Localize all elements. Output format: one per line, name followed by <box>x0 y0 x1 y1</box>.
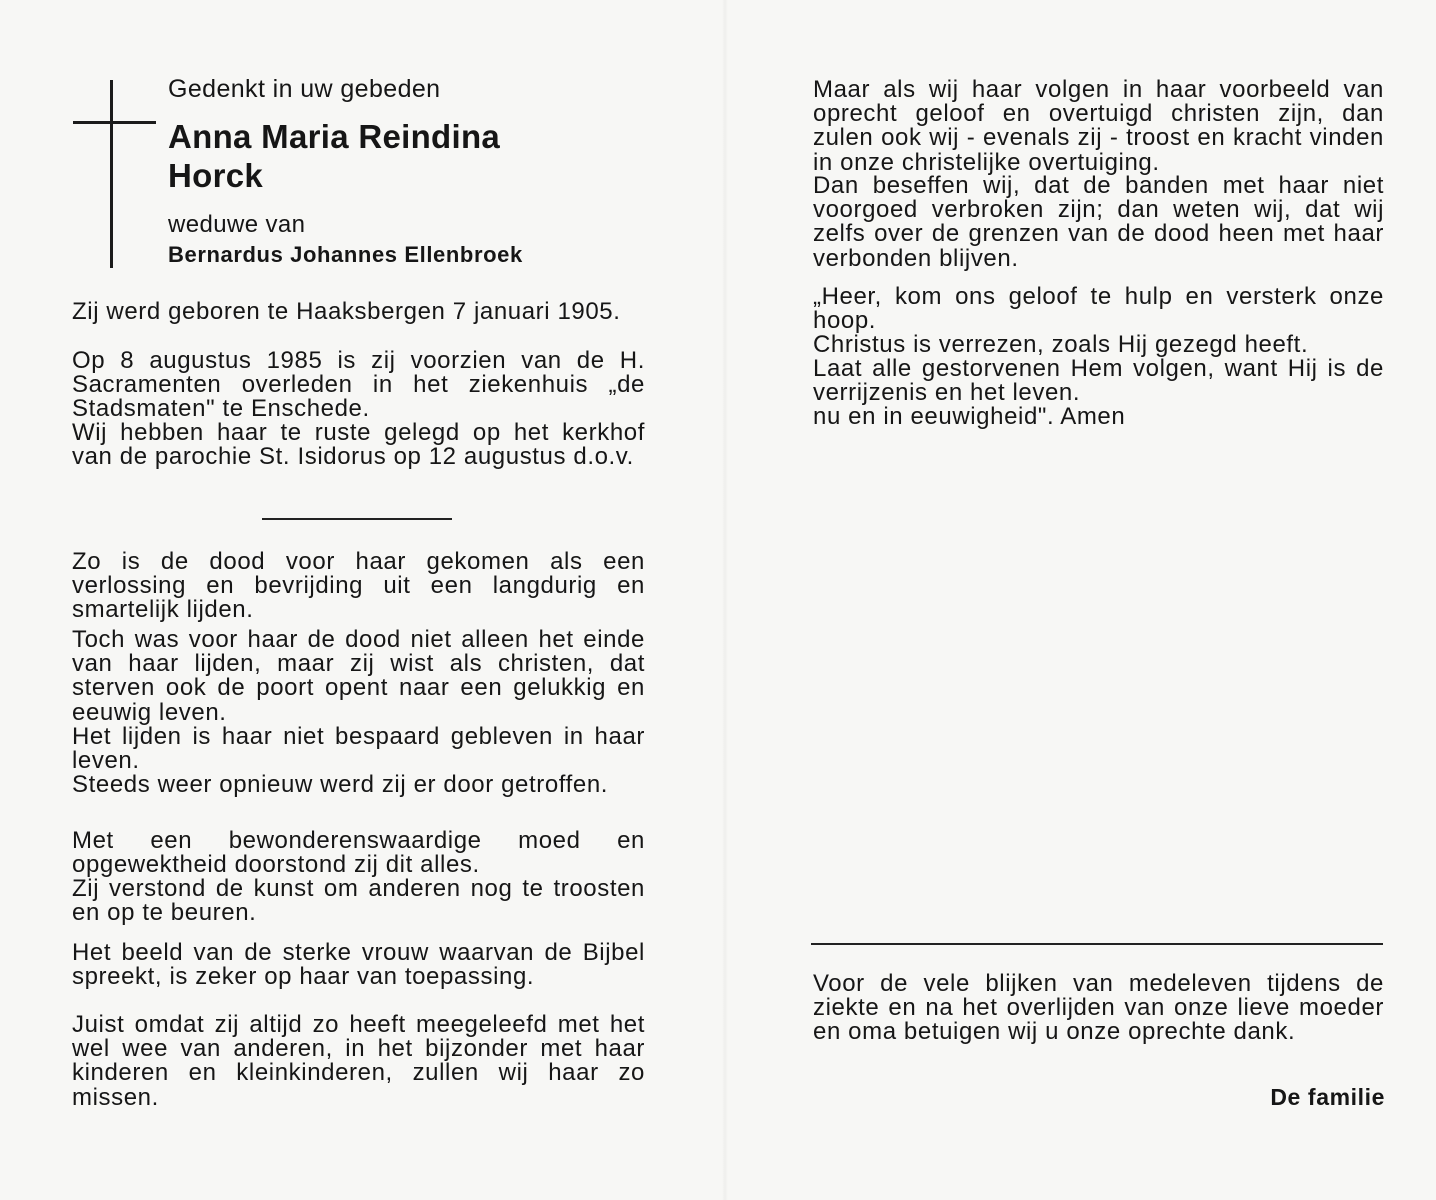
prayer-paragraph-3: Laat alle gestorvenen Hem volgen, want Hij is de verrijzenis en het leven. <box>813 355 1384 407</box>
text-paragraph-7: Steeds weer opnieuw werd zij er door getroffen. <box>72 771 609 798</box>
deceased-name-line2: Horck <box>168 157 264 194</box>
prayer-paragraph-4: nu en in eeuwigheid". Amen <box>813 403 1126 430</box>
husband-name: Bernardus Johannes Ellenbroek <box>168 242 523 267</box>
right-paragraph-2: Dan beseffen wij, dat de banden met haar niet voorgoed verbroken zijn; dan weten wij, dat wij zelfs over de grenzen van de dood heen met haar verbonden blijven. <box>813 172 1384 272</box>
widow-of-text: weduwe van <box>168 211 306 238</box>
deceased-name-line1: Anna Maria Reindina <box>168 118 501 155</box>
text-paragraph-4: Zo is de dood voor haar gekomen als een verlossing en bevrijding uit een langdurig en smartelijk lijden. <box>72 548 645 624</box>
text-paragraph-9: Zij verstond de kunst om anderen nog te troosten en op te beuren. <box>72 875 645 927</box>
section-divider <box>262 518 452 520</box>
prayer-paragraph-2: Christus is verrezen, zoals Hij gezegd heeft. <box>813 331 1309 358</box>
thanks-paragraph: Voor de vele blijken van medeleven tijdens de ziekte en na het overlijden van onze lieve moeder en oma betuigen wij u onze oprechte dank. <box>813 970 1384 1046</box>
burial-paragraph: Wij hebben haar te ruste gelegd op het kerkhof van de parochie St. Isidorus op 12 augustus d.o.v. <box>72 419 645 471</box>
text-paragraph-8: Met een bewonderenswaardige moed en opgewektheid doorstond zij dit alles. <box>72 827 645 879</box>
center-fold <box>722 0 728 1200</box>
signature-text: De familie <box>1270 1084 1385 1110</box>
birth-paragraph: Zij werd geboren te Haaksbergen 7 januari 1905. <box>72 298 621 325</box>
right-paragraph-1: Maar als wij haar volgen in haar voorbeeld van oprecht geloof en overtuigd christen zijn, dan zulen ook wij - evenals zij - troost en kracht vinden in onze christelijke overtuiging. <box>813 76 1384 176</box>
text-paragraph-10: Het beeld van de sterke vrouw waarvan de Bijbel spreekt, is zeker op haar van toepassing. <box>72 939 645 991</box>
prayer-paragraph-1: „Heer, kom ons geloof te hulp en versterk onze hoop. <box>813 283 1384 335</box>
text-paragraph-6: Het lijden is haar niet bespaard gebleven in haar leven. <box>72 723 645 775</box>
death-paragraph: Op 8 augustus 1985 is zij voorzien van de H. Sacramenten overleden in het ziekenhuis „de Stadsmaten" te Enschede. <box>72 347 645 423</box>
intro-text: Gedenkt in uw gebeden <box>168 75 441 103</box>
text-paragraph-11: Juist omdat zij altijd zo heeft meegeleefd met het wel wee van anderen, in het bijzonder met haar kinderen en kleinkinderen, zullen wij haar zo missen. <box>72 1011 645 1111</box>
cross-vertical-bar <box>110 80 113 268</box>
text-paragraph-5: Toch was voor haar de dood niet alleen het einde van haar lijden, maar zij wist als christen, dat sterven ook de poort opent naar een gelukkig en eeuwig leven. <box>72 626 645 726</box>
cross-horizontal-bar <box>73 121 156 124</box>
thanks-divider <box>811 943 1383 945</box>
